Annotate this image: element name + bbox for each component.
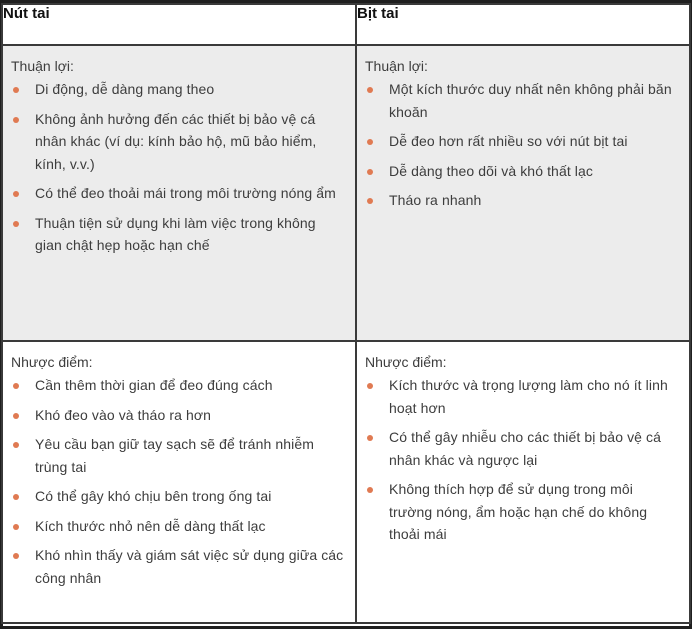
list-item-text: Có thể đeo thoải mái trong môi trường nóng ẩm [35,185,336,201]
comparison-table [1,3,691,624]
earmuff-cons-cell [356,341,690,623]
list-item-text: Khó nhìn thấy và giám sát việc sử dụng giữa các công nhân [35,547,344,586]
list-item [11,374,345,397]
list-item [365,478,679,546]
list-item-text: Yêu cầu bạn giữ tay sạch sẽ để tránh nhiễm trùng tai [35,436,314,475]
earmuff-pros-cell [356,45,690,341]
list-item [365,78,679,123]
list-item-text: Không thích hợp để sử dụng trong môi trường nóng, ẩm hoặc hạn chế do không thoải mái [389,481,648,542]
pros-label: Thuận lợi: [365,58,428,74]
list-item [11,433,345,478]
header-row [2,4,690,45]
bullet-icon [367,435,373,441]
column-header-earplug: Nút tai [2,4,356,45]
earplug-pros-cell [2,45,356,341]
list-item-text: Kích thước và trọng lượng làm cho nó ít linh hoạt hơn [389,377,668,416]
bullet-icon [13,87,19,93]
list-item [365,426,679,471]
earmuff-cons-list [365,374,679,546]
bullet-icon [13,413,19,419]
bullet-icon [13,191,19,197]
list-item [365,160,679,183]
list-item [11,485,345,508]
list-item-text: Kích thước nhỏ nên dễ dàng thất lạc [35,517,266,534]
list-item-text: Thuận tiện sử dụng khi làm việc trong không gian chật hẹp hoặc hạn chế [35,214,316,253]
bullet-icon [367,487,373,493]
list-item-text: Tháo ra nhanh [389,192,482,208]
list-item [11,515,345,538]
bullet-icon [13,221,19,227]
bullet-icon [13,524,19,530]
list-item [11,108,345,176]
list-item-text: Có thể gây nhiễu cho các thiết bị bảo vệ cá nhân khác và ngược lại [389,429,662,468]
list-item-text: Một kích thước duy nhất nên không phải băn khoăn [389,81,672,120]
bullet-icon [13,383,19,389]
list-item [11,404,345,427]
earplug-cons-cell [2,341,356,623]
earplug-pros-list [11,78,345,257]
bullet-icon [367,87,373,93]
earplug-cons-list [11,374,345,589]
list-item-text: Có thể gây khó chịu bên trong ống tai [35,488,272,504]
bullet-icon [367,139,373,145]
list-item-text: Dễ dàng theo dõi và khó thất lạc [389,162,594,179]
cons-label: Nhược điểm: [11,354,93,370]
list-item [11,182,345,205]
bullet-icon [367,169,373,175]
list-item-text: Dễ đeo hơn rất nhiều so với nút bịt tai [389,133,628,149]
bullet-icon [13,442,19,448]
list-item [365,374,679,419]
list-item-text: Khó đeo vào và tháo ra hơn [35,406,212,423]
list-item-text: Cần thêm thời gian để đeo đúng cách [35,377,273,393]
pros-label: Thuận lợi: [11,58,74,74]
bullet-icon [367,383,373,389]
list-item [11,212,345,257]
cons-label: Nhược điểm: [365,354,447,370]
list-item-text: Di động, dễ dàng mang theo [35,81,215,97]
bullet-icon [13,494,19,500]
list-item [365,130,679,153]
list-item [11,544,345,589]
bullet-icon [13,117,19,123]
earmuff-pros-list [365,78,679,212]
list-item [11,78,345,101]
list-item [365,189,679,212]
bullet-icon [13,553,19,559]
list-item-text: Không ảnh hưởng đến các thiết bị bảo vệ cá nhân khác (ví dụ: kính bảo hộ, mũ bảo hiểm, kính, v.v.) [35,110,317,172]
pros-row [2,45,690,341]
bullet-icon [367,198,373,204]
cons-row [2,341,690,623]
column-header-earmuff: Bịt tai [356,4,690,45]
